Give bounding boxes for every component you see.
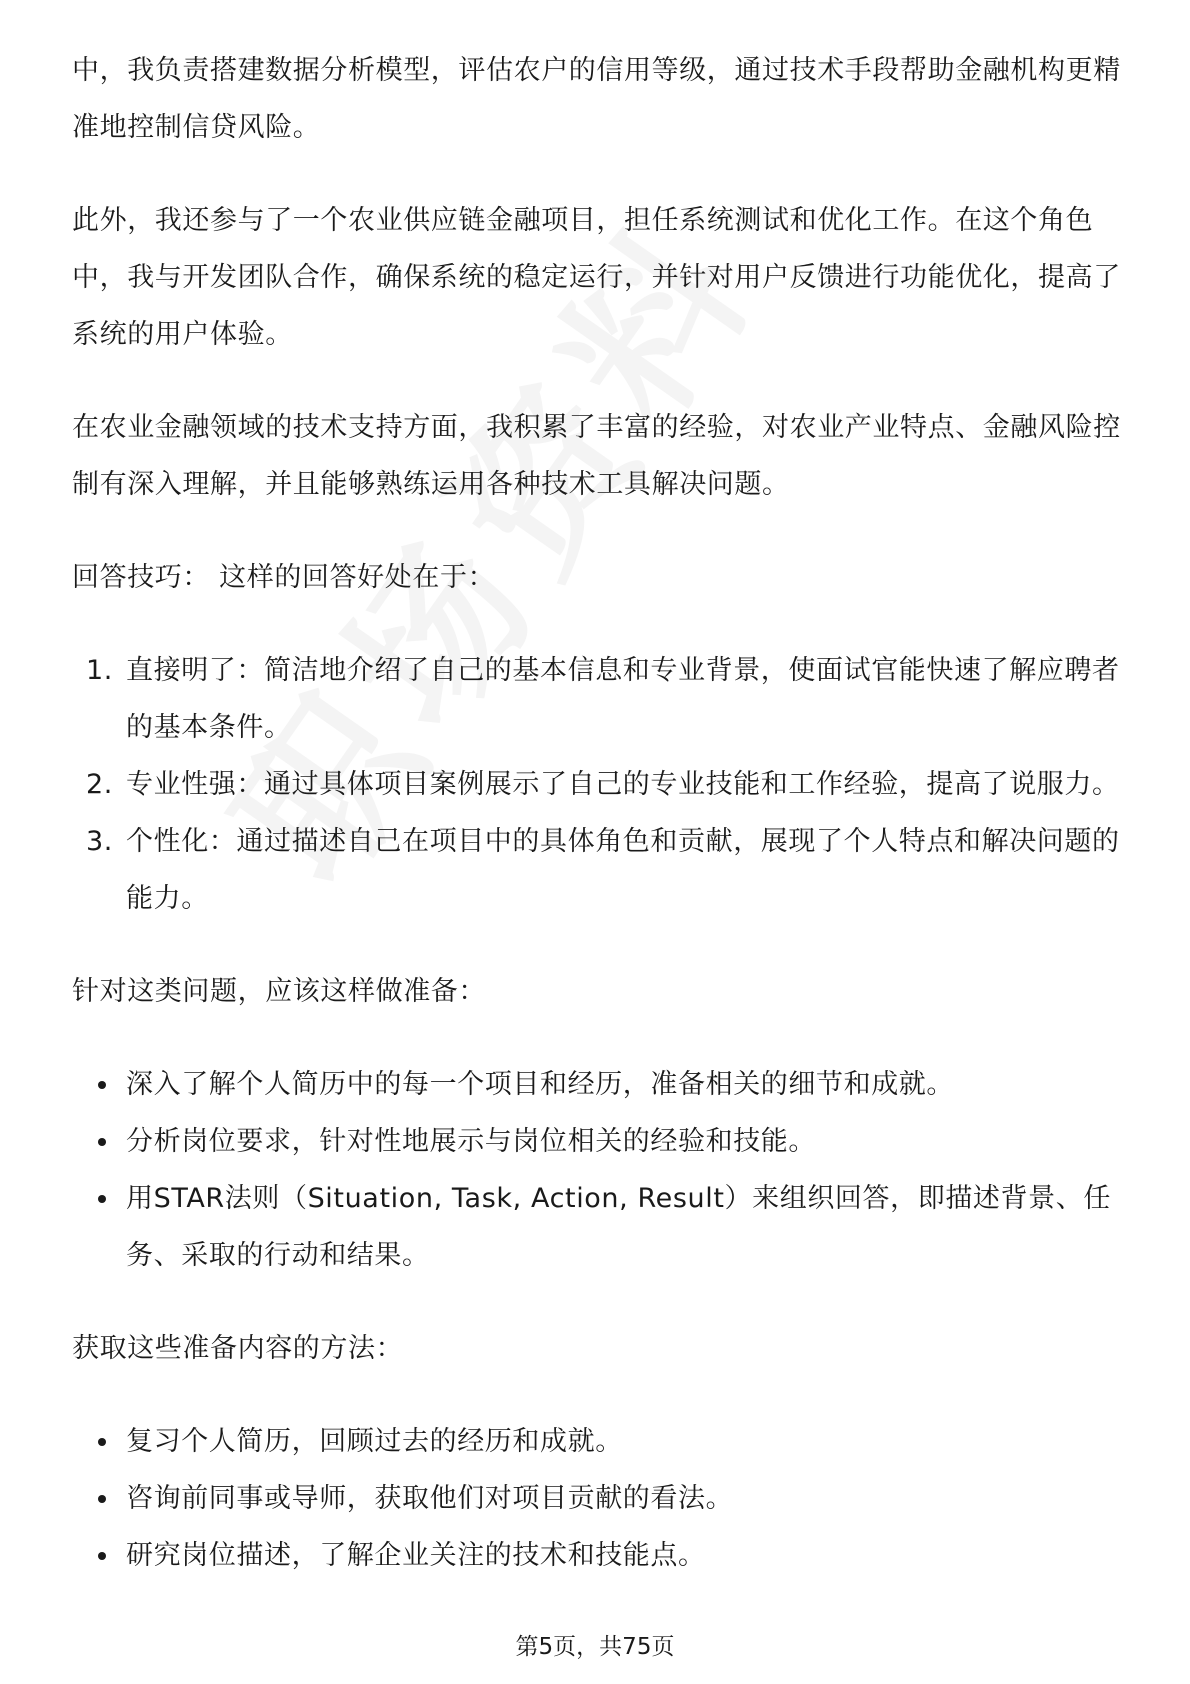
bullet-icon (98, 1552, 106, 1560)
list-item (72, 1470, 1122, 1527)
list-item (72, 1527, 1122, 1584)
bullet-icon (98, 1495, 106, 1503)
list-number: 1. (86, 655, 113, 686)
bullet-icon (98, 1438, 106, 1446)
tips-heading: 回答技巧： 这样的回答好处在于： (72, 562, 496, 593)
bullet-icon (98, 1138, 106, 1146)
tips-list (72, 642, 1122, 927)
preparation-heading: 针对这类问题，应该这样做准备： (72, 976, 486, 1007)
list-item-text: 深入了解个人简历中的每一个项目和经历，准备相关的细节和成就。 (126, 1069, 954, 1100)
methods-list (72, 1413, 1122, 1584)
list-item-text: 研究岗位描述，了解企业关注的技术和技能点。 (126, 1540, 706, 1571)
list-item (72, 642, 1122, 756)
list-number: 3. (86, 826, 113, 857)
list-item (72, 1170, 1122, 1284)
list-item-text: 咨询前同事或导师，获取他们对项目贡献的看法。 (126, 1483, 734, 1514)
list-item-text: 个性化：通过描述自己在项目中的具体角色和贡献，展现了个人特点和解决问题的能力。 (126, 826, 1120, 914)
list-item-text: 复习个人简历，回顾过去的经历和成就。 (126, 1426, 623, 1457)
list-item-text: 直接明了：简洁地介绍了自己的基本信息和专业背景，使面试官能快速了解应聘者的基本条件。 (126, 655, 1120, 743)
page-number: 第5页，共75页 (515, 1634, 675, 1660)
list-item (72, 1113, 1122, 1170)
list-item-text: 专业性强：通过具体项目案例展示了自己的专业技能和工作经验，提高了说服力。 (126, 769, 1120, 800)
list-item (72, 1413, 1122, 1470)
preparation-list (72, 1056, 1122, 1284)
document-body (72, 42, 1122, 1620)
list-item (72, 1056, 1122, 1113)
bullet-icon (98, 1195, 106, 1203)
methods-heading: 获取这些准备内容的方法： (72, 1333, 404, 1364)
list-item-text: 用STAR法则（Situation, Task, Action, Result）来组织回答，即描述背景、任务、采取的行动和结果。 (126, 1183, 1111, 1271)
paragraph-2: 此外，我还参与了一个农业供应链金融项目，担任系统测试和优化工作。在这个角色中，我与开发团队合作，确保系统的稳定运行，并针对用户反馈进行功能优化，提高了系统的用户体验。 (72, 205, 1121, 350)
list-item-text: 分析岗位要求，针对性地展示与岗位相关的经验和技能。 (126, 1126, 816, 1157)
list-item (72, 813, 1122, 927)
paragraph-3: 在农业金融领域的技术支持方面，我积累了丰富的经验，对农业产业特点、金融风险控制有深入理解，并且能够熟练运用各种技术工具解决问题。 (72, 412, 1121, 500)
list-number: 2. (86, 769, 113, 800)
paragraph-1: 中，我负责搭建数据分析模型，评估农户的信用等级，通过技术手段帮助金融机构更精准地控制信贷风险。 (72, 55, 1121, 143)
list-item (72, 756, 1122, 813)
bullet-icon (98, 1081, 106, 1089)
